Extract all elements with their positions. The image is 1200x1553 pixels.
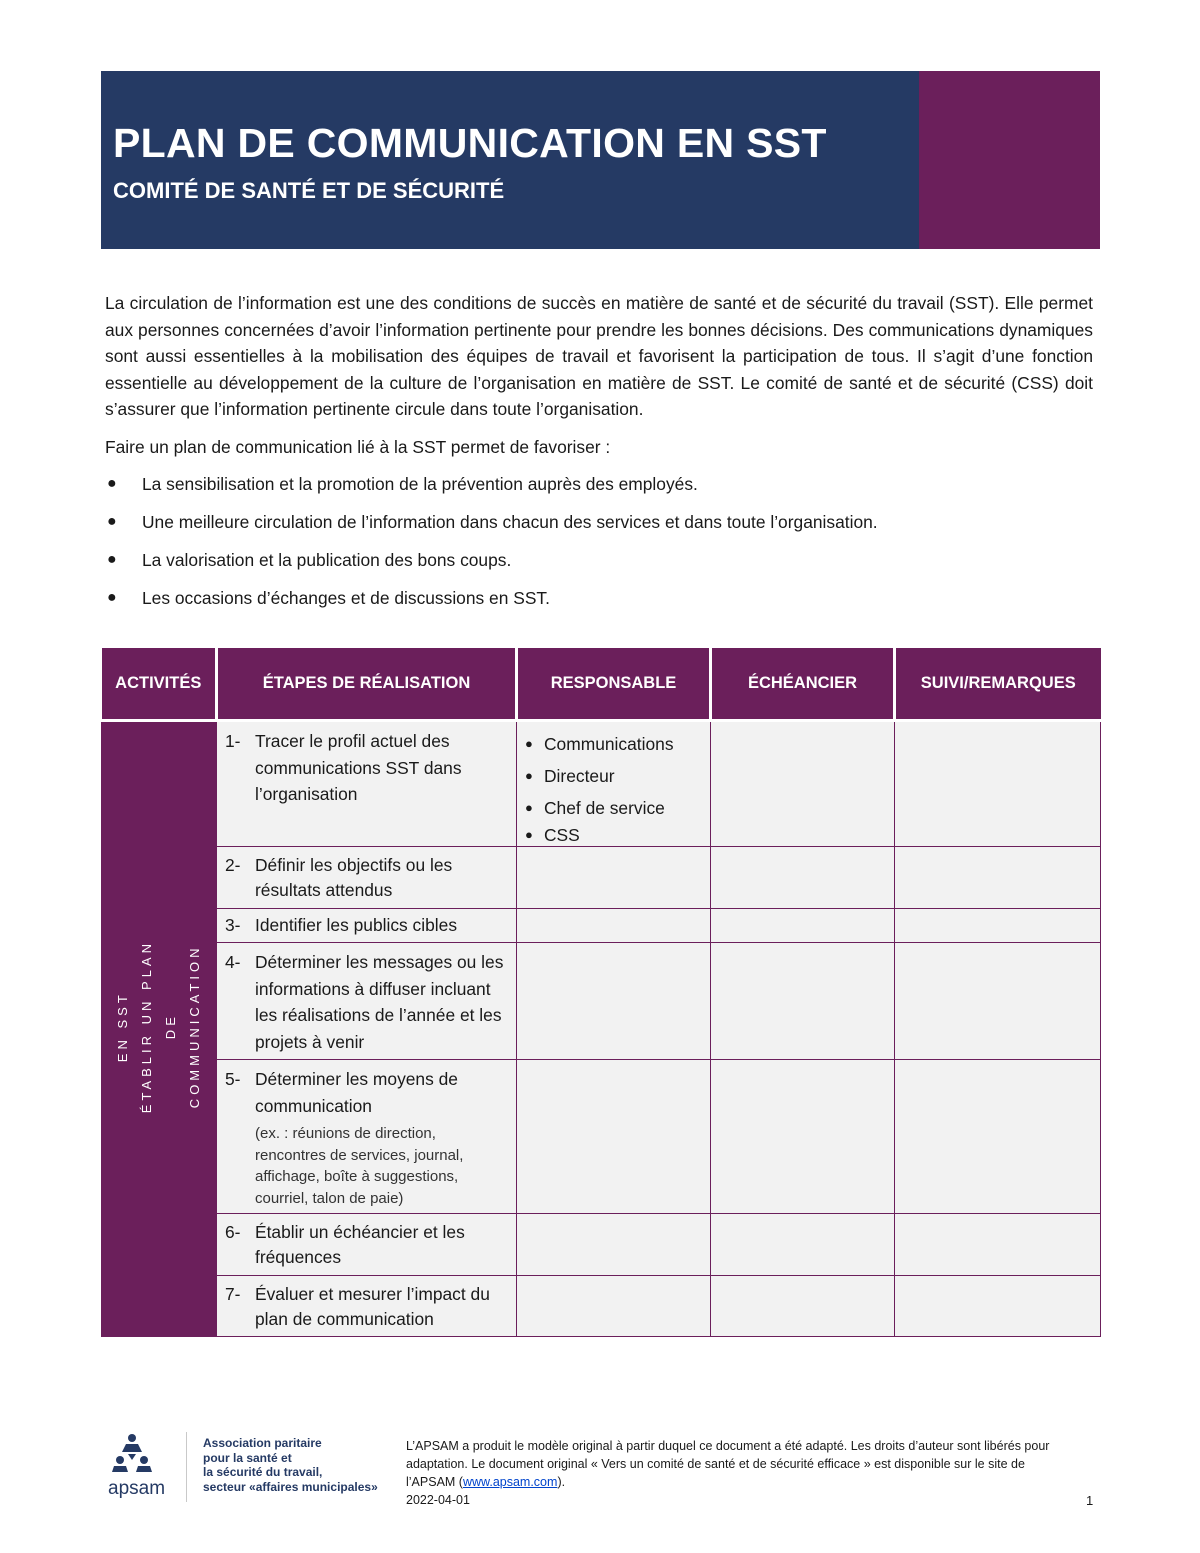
responsable-cell[interactable]	[517, 1214, 711, 1276]
suivi-cell[interactable]	[895, 1060, 1101, 1214]
list-item: ● Chef de service	[521, 792, 710, 824]
bullet-icon: ●	[525, 800, 533, 815]
responsable-cell[interactable]	[517, 943, 711, 1060]
association-name: Association paritaire pour la santé et la sécurité du travail, secteur «affaires municipales»	[203, 1436, 378, 1494]
header-echeancier: ÉCHÉANCIER	[711, 648, 895, 721]
suivi-cell[interactable]	[895, 1214, 1101, 1276]
header-etapes: ÉTAPES DE RÉALISATION	[217, 648, 517, 721]
responsable-cell[interactable]	[517, 847, 711, 909]
header-responsable: RESPONSABLE	[517, 648, 711, 721]
responsable-cell[interactable]	[517, 909, 711, 943]
activity-label: EN SST ÉTABLIR UN PLAN DE COMMUNICATION	[115, 939, 202, 1114]
svg-text:apsam: apsam	[108, 1478, 166, 1499]
suivi-cell[interactable]	[895, 909, 1101, 943]
echeancier-cell[interactable]	[711, 721, 895, 847]
page-subtitle: COMITÉ DE SANTÉ ET DE SÉCURITÉ	[113, 178, 505, 204]
suivi-cell[interactable]	[895, 943, 1101, 1060]
list-item: ● Directeur	[521, 760, 710, 792]
suivi-cell[interactable]	[895, 847, 1101, 909]
bullet-icon: ●	[107, 475, 117, 492]
bullet-icon: ●	[525, 827, 533, 842]
step-cell: 2- Définir les objectifs ou les résultats attendus	[217, 847, 517, 909]
list-item: ● Communications	[521, 728, 710, 760]
suivi-cell[interactable]	[895, 1276, 1101, 1337]
step-cell: 5- Déterminer les moyens de communication (ex. : réunions de direction, rencontres de services, journal, affichage, boîte à suggestions, courriel, talon de paie)	[217, 1060, 517, 1214]
header-activites: ACTIVITÉS	[102, 648, 217, 721]
table-row	[102, 847, 1101, 909]
step-note: (ex. : réunions de direction, rencontres de services, journal, affichage, boîte à suggestions, courriel, talon de paie)	[255, 1125, 464, 1207]
echeancier-cell[interactable]	[711, 909, 895, 943]
echeancier-cell[interactable]	[711, 1276, 895, 1337]
responsable-cell[interactable]	[517, 1060, 711, 1214]
echeancier-cell[interactable]	[711, 943, 895, 1060]
bullet-icon: ●	[525, 768, 533, 783]
intro-section	[105, 290, 1093, 623]
echeancier-cell[interactable]	[711, 847, 895, 909]
footer-divider	[186, 1432, 187, 1502]
step-cell: 1- Tracer le profil actuel des communications SST dans l’organisation	[217, 721, 517, 847]
page-title: PLAN DE COMMUNICATION EN SST	[113, 120, 827, 166]
apsam-logo-icon	[106, 1430, 186, 1500]
intro-paragraph: La circulation de l’information est une des conditions de succès en matière de santé et de sécurité du travail (SST). Elle permet aux personnes concernées d’avoir l’information pertinente pour prendre les bonnes décisions. Des communications dynamiques sont aussi essentielles à la mobilisation des équipes de travail et favorisent la participation de tous. Il s’agit d’une fonction essentielle au développement de la culture de l’organisation en matière de SST. Le comité de santé et de sécurité (CSS) doit s’assurer que l’information pertinente circule dans toute l’organisation.	[105, 293, 1093, 419]
bullet-icon: ●	[525, 736, 533, 751]
responsable-list	[517, 722, 710, 846]
credits-text: L’APSAM a produit le modèle original à partir duquel ce document a été adapté. Les droits d’auteur sont libérés pour adaptation. Le document original « Vers un comité de santé et de sécurité efficace » est disponible sur le site de l’APSAM (www.apsam.com).	[406, 1439, 1050, 1489]
document-date: 2022-04-01	[406, 1493, 470, 1507]
header-accent	[919, 71, 1100, 249]
list-item: ● CSS	[525, 825, 580, 845]
responsable-cell[interactable]	[517, 1276, 711, 1337]
table-row	[102, 1276, 1101, 1337]
header-banner	[101, 71, 1100, 249]
intro-lead: Faire un plan de communication lié à la SST permet de favoriser :	[105, 436, 611, 457]
page-number: 1	[1086, 1493, 1094, 1508]
step-cell: 7- Évaluer et mesurer l’impact du plan de communication	[217, 1276, 517, 1337]
step-cell: 6- Établir un échéancier et les fréquences	[217, 1214, 517, 1276]
table-row	[102, 1214, 1101, 1276]
echeancier-cell[interactable]	[711, 1214, 895, 1276]
suivi-cell[interactable]	[895, 721, 1101, 847]
bullet-icon: ●	[107, 513, 117, 530]
list-item: ● Les occasions d’échanges et de discussions en SST.	[105, 585, 1093, 623]
table-row	[102, 1060, 1101, 1214]
echeancier-cell[interactable]	[711, 1060, 895, 1214]
list-item: ● Une meilleure circulation de l’information dans chacun des services et dans toute l’organisation.	[105, 509, 1093, 547]
communication-plan-table	[101, 648, 1101, 1337]
table-row	[102, 943, 1101, 1060]
header-suivi: SUIVI/REMARQUES	[895, 648, 1101, 721]
table-header-row	[102, 648, 1101, 721]
apsam-link[interactable]: www.apsam.com	[462, 1475, 558, 1489]
responsable-cell[interactable]	[517, 721, 711, 847]
list-item: ● La valorisation et la publication des bons coups.	[105, 547, 1093, 585]
list-item: ● La sensibilisation et la promotion de la prévention auprès des employés.	[105, 471, 1093, 509]
bullet-icon: ●	[107, 551, 117, 568]
table-row	[102, 721, 1101, 847]
benefit-list	[105, 471, 1093, 623]
table-row	[102, 909, 1101, 943]
step-cell: 4- Déterminer les messages ou les informations à diffuser incluant les réalisations de l’année et les projets à venir	[217, 943, 517, 1060]
step-cell: 3- Identifier les publics cibles	[217, 909, 517, 943]
header-title-block	[101, 71, 919, 249]
bullet-icon: ●	[107, 589, 117, 606]
activity-cell	[102, 721, 217, 1337]
